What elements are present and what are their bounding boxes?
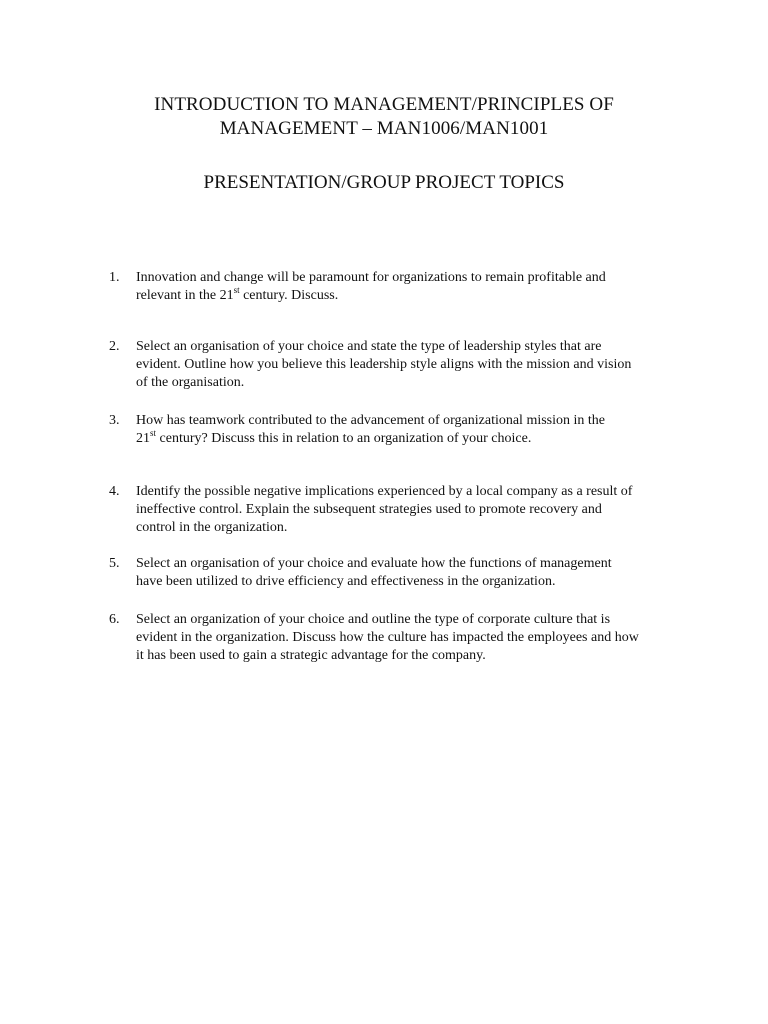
topic-item-6 [109,611,689,665]
topic-line-text: relevant in the 21 [136,288,234,303]
topic-item-4 [109,483,689,537]
topic-line: Identify the possible negative implications experienced by a local company as a result of [136,484,633,499]
topic-line: it has been used to gain a strategic advantage for the company. [136,648,486,663]
topic-line: have been utilized to drive efficiency and effectiveness in the organization. [136,574,556,589]
title-line-2: MANAGEMENT – MAN1006/MAN1001 [219,118,549,139]
topic-number: 1. [109,270,120,285]
topic-number: 5. [109,556,120,571]
topic-line: Select an organisation of your choice and state the type of leadership styles that are [136,339,602,354]
topic-line [136,287,689,305]
topic-line: How has teamwork contributed to the advancement of organizational mission in the [136,413,606,428]
topic-number: 4. [109,484,120,499]
topic-line-text: century? Discuss this in relation to an organization of your choice. [156,431,532,446]
topic-number: 3. [109,413,120,428]
topic-line: control in the organization. [136,520,288,535]
topic-line: Select an organization of your choice and outline the type of corporate culture that is [136,612,611,627]
topic-text [136,338,689,392]
ordinal-superscript: st [150,428,157,438]
topic-line: Innovation and change will be paramount for organizations to remain profitable and [136,270,606,285]
topic-item-2 [109,338,689,392]
topic-text [136,412,689,448]
topic-text [136,483,689,537]
topic-line-text: 21 [136,431,150,446]
topic-number: 6. [109,612,120,627]
topic-text [136,555,689,591]
topic-item-1 [109,269,689,305]
topic-line: of the organisation. [136,375,245,390]
topic-number: 2. [109,339,120,354]
topic-line [136,430,689,448]
document-title [0,93,768,141]
topic-line: evident in the organization. Discuss how the culture has impacted the employees and how [136,630,639,645]
topic-line: Select an organisation of your choice and evaluate how the functions of management [136,556,612,571]
document-subtitle: PRESENTATION/GROUP PROJECT TOPICS [203,172,565,193]
topic-text [136,611,689,665]
topic-line-text: century. Discuss. [239,288,339,303]
ordinal-superscript: st [233,285,240,295]
topic-item-3 [109,412,689,448]
title-line-1: INTRODUCTION TO MANAGEMENT/PRINCIPLES OF [154,94,614,115]
topic-text [136,269,689,305]
topic-line: ineffective control. Explain the subsequent strategies used to promote recovery and [136,502,602,517]
topic-line: evident. Outline how you believe this leadership style aligns with the mission and vision [136,357,632,372]
topic-item-5 [109,555,689,591]
